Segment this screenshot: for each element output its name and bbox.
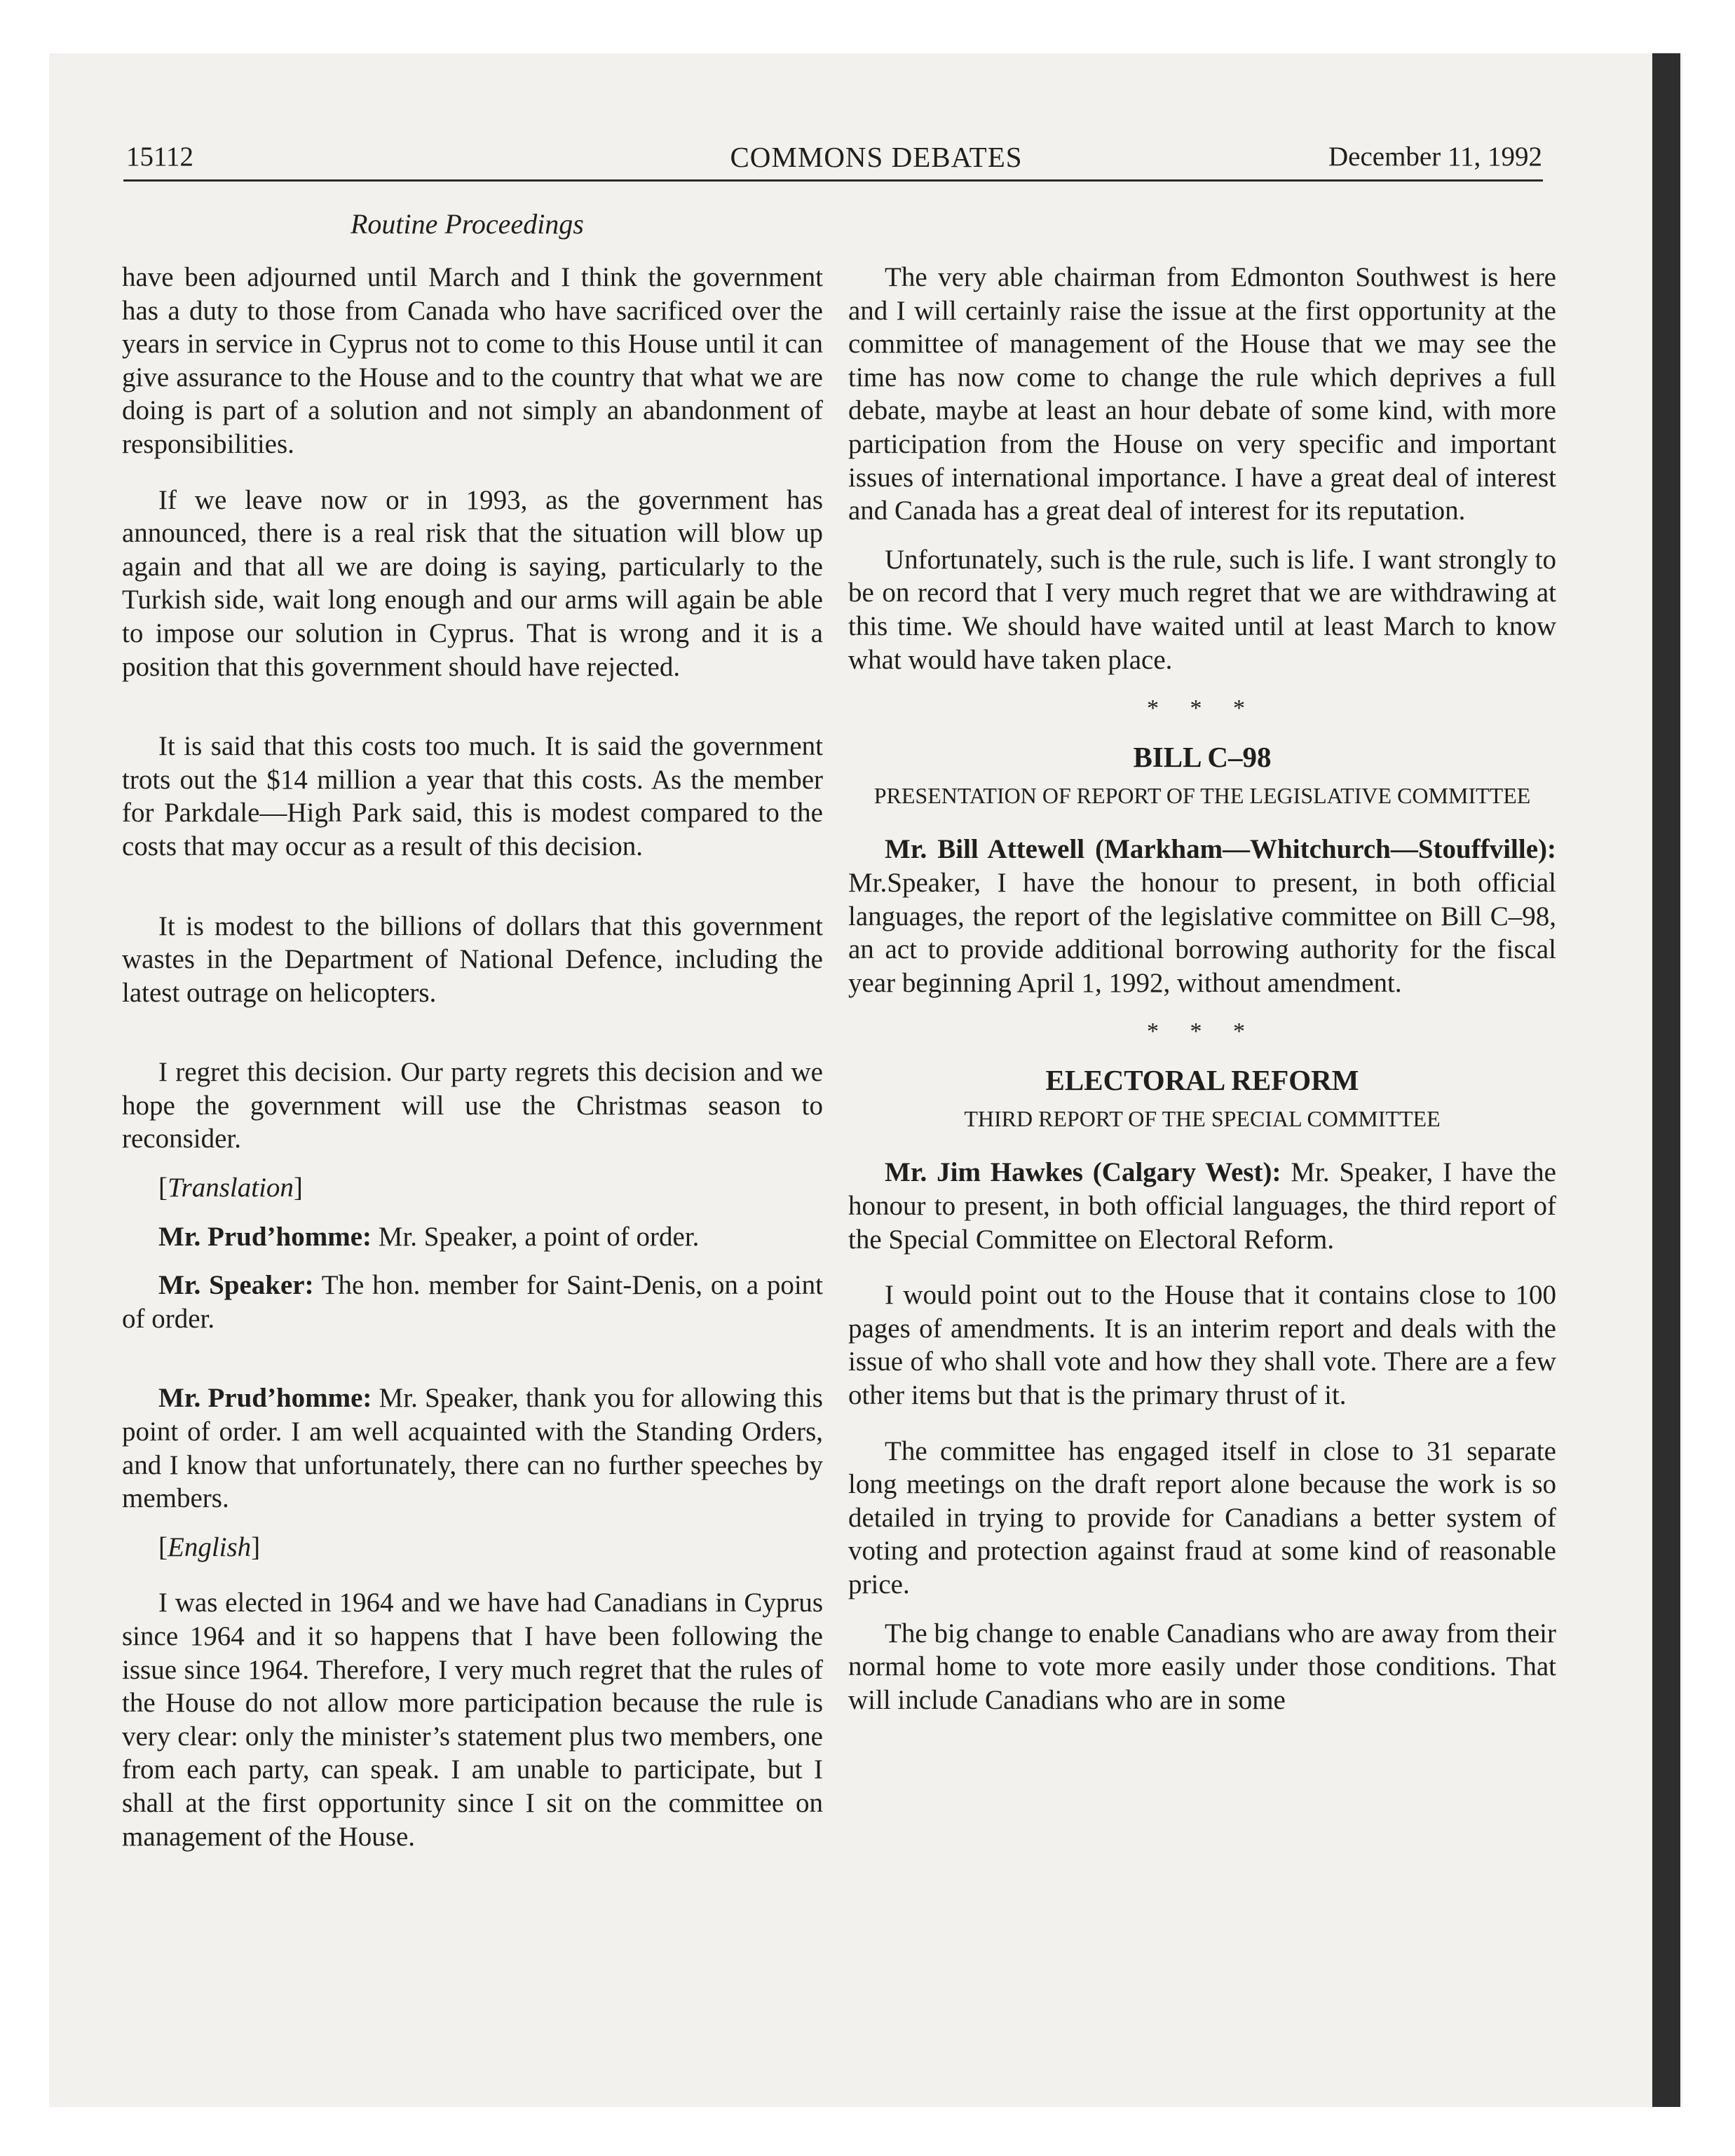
speaker-name: Mr. Speaker: — [158, 1270, 314, 1301]
paragraph: The committee has engaged itself in close to 31 separate long meetings on the draft report alone because the work is so detailed in trying to provide for Canadians a better system of voting and protection against fraud at some kind of reasonable price. — [848, 1435, 1556, 1599]
speech-text: Mr. Speaker, a point of order. — [372, 1221, 700, 1252]
section-separator: * * * — [1147, 1018, 1258, 1045]
paragraph: I was elected in 1964 and we have had Canadians in Cyprus since 1964 and it so happens that I have been following the issue since 1964. Therefore, I very much regret that the rules of the House do not allow more participation because the rule is very clear: only the minister’s statement plus two members, one from each party, can speak. I am unable to participate, but I shall at the first opportunity since I sit on the committee on management of the House. — [122, 1588, 823, 1852]
speech-paragraph — [848, 1156, 1556, 1256]
translation-label: [Translation] — [158, 1173, 303, 1203]
paragraph: The very able chairman from Edmonton Southwest is here and I will certainly raise the issue at the first opportunity at the committee of management of the House that we may see the time has now come to change the rule which deprives a full debate, maybe at least an hour debate of some kind, with more participation from the House on very specific and important issues of international importance. I have a great deal of interest and Canada has a great deal of interest for its reputation. — [848, 262, 1556, 526]
publication-date: December 11, 1992 — [1328, 142, 1542, 172]
paragraph: I regret this decision. Our party regrets this decision and we hope the government will use the Christmas season to reconsider. — [122, 1057, 823, 1154]
paragraph: have been adjourned until March and I think the government has a duty to those from Canada who have sacrificed over the years in service in Cyprus not to come to this House until it can give assurance to the House and to the country that what we are doing is part of a solution and not simply an abandonment of responsibilities. — [122, 262, 823, 459]
speech-paragraph — [122, 1269, 823, 1335]
speech-text: Mr. Speaker, I have the honour to present, in both official languages, the third report of the Special Committee on Electoral Reform. — [848, 1157, 1556, 1255]
speech-paragraph — [122, 1220, 823, 1254]
paragraph: I would point out to the House that it contains close to 100 pages of amendments. It is an interim report and deals with the issue of who shall vote and how they shall vote. There are a few other items but that is the primary thrust of it. — [848, 1280, 1556, 1411]
speech-text: Mr.Speaker, I have the honour to present, in both official languages, the report of the legislative committee on Bill C–98, an act to provide additional borrowing authority for the fiscal year beginning April 1, 1992, without amendment. — [848, 867, 1556, 998]
speech-paragraph — [848, 833, 1556, 999]
left-column — [122, 261, 823, 1853]
speaker-name: Mr. Jim Hawkes (Calgary West): — [885, 1157, 1281, 1188]
english-label: [English] — [158, 1531, 261, 1562]
section-separator: * * * — [1147, 695, 1258, 722]
speech-text: Mr. Speaker, thank you for allowing this point of order. I am well acquainted with the Standing Orders, and I know that unfortunately, there can no further speeches by members. — [122, 1383, 823, 1514]
speaker-name: Mr. Bill Attewell (Markham—Whitchurch—Stouffville): — [885, 834, 1556, 865]
speech-paragraph — [122, 1381, 823, 1515]
speech-text: The hon. member for Saint-Denis, on a point of order. — [122, 1270, 824, 1334]
section-heading: ELECTORAL REFORM — [1045, 1063, 1359, 1096]
paragraph: If we leave now or in 1993, as the government has announced, there is a real risk that the situation will blow up again and that all we are doing is saying, particularly to the Turkish side, wait long enough and our arms will again be able to impose our solution in Cyprus. That is wrong and it is a position that this government should have rejected. — [122, 484, 823, 682]
paragraph: It is modest to the billions of dollars that this government wastes in the Department of National Defence, including the latest outrage on helicopters. — [122, 910, 823, 1008]
paragraph: It is said that this costs too much. It is said the government trots out the $14 million a year that this costs. As the member for Parkdale—High Park said, this is modest compared to the costs that may occur as a result of this decision. — [122, 731, 823, 861]
speaker-name: Mr. Prud’homme: — [158, 1221, 372, 1252]
speaker-name: Mr. Prud’homme: — [158, 1383, 372, 1414]
section-subheading: THIRD REPORT OF THE SPECIAL COMMITTEE — [964, 1106, 1441, 1132]
running-head: Routine Proceedings — [351, 208, 584, 240]
paragraph: Unfortunately, such is the rule, such is life. I want strongly to be on record that I very much regret that we are withdrawing at this time. We should have waited until at least March to know what would have taken place. — [848, 544, 1556, 675]
publication-title: COMMONS DEBATES — [730, 141, 1023, 173]
header-rule — [123, 179, 1543, 182]
right-column — [848, 261, 1556, 1717]
paragraph: The big change to enable Canadians who are away from their normal home to vote more easily under those conditions. That will include Canadians who are in some — [848, 1618, 1556, 1715]
section-subheading: PRESENTATION OF REPORT OF THE LEGISLATIVE COMMITTEE — [873, 783, 1531, 809]
page-number: 15112 — [126, 142, 194, 172]
section-heading: BILL C–98 — [1133, 740, 1272, 773]
scan-edge-bar — [1652, 53, 1680, 2107]
